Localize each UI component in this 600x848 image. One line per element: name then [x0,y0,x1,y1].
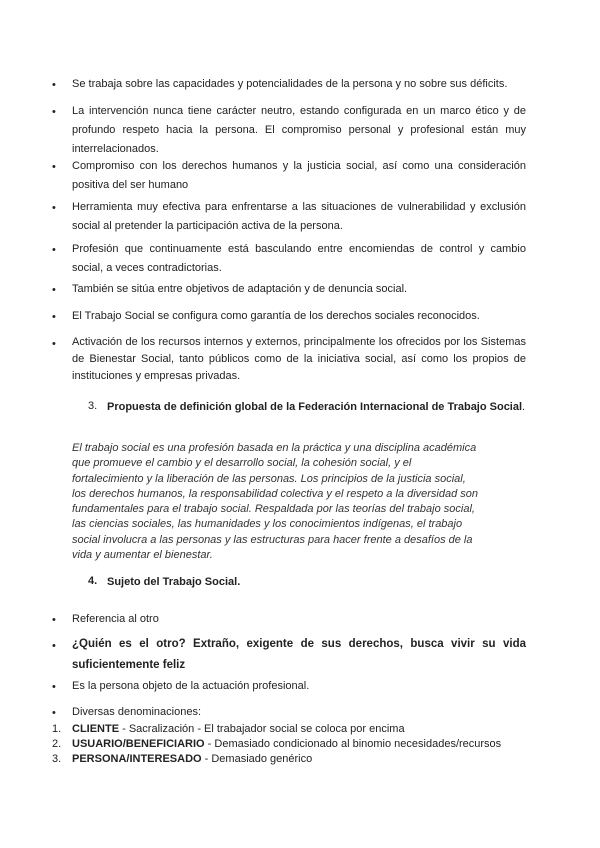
bullet-text: Se trabaja sobre las capacidades y potencialidades de la persona y no sobre sus déficits. [72,78,508,90]
list-desc: - Sacralización - El trabajador social se coloca por encima [119,723,405,735]
bullet-text: Es la persona objeto de la actuación profesional. [72,680,310,692]
bullet-text: Diversas denominaciones: [72,706,202,718]
bullet-icon: • [52,640,56,652]
list-item [72,753,312,765]
bullet-text: También se sitúa entre objetivos de adaptación y de denuncia social. [72,283,408,295]
bullet-text: Compromiso con los derechos humanos y la justicia social, así como una consideración positiva del ser humano [72,160,526,191]
section-number: 3. [88,400,98,412]
section-heading [107,400,526,415]
bullet-icon: • [52,681,56,693]
bullet-icon: • [52,79,56,91]
bullet-icon: • [52,311,56,323]
list-item [72,723,405,735]
bullet-icon: • [52,202,56,214]
list-term: PERSONA/INTERESADO [72,753,202,765]
list-number: 1. [52,723,62,735]
bullet-text: Profesión que continuamente está basculando entre encomiendas de control y cambio social, a veces contradictorias. [72,243,526,274]
section-heading: Sujeto del Trabajo Social. [107,576,241,588]
list-desc: - Demasiado condicionado al binomio necesidades/recursos [204,738,502,750]
section-heading-text: Propuesta de definición global de la Federación Internacional de Trabajo Social [107,401,523,413]
bullet-text: Activación de los recursos internos y externos, principalmente los ofrecidos por los Sistemas de Bienestar Social, tanto públicos como de la iniciativa social, así como los propios de instituciones y empresas privadas. [72,336,526,382]
section-number [88,575,97,587]
bullet-icon: • [52,614,56,626]
bullet-text: ¿Quién es el otro? Extraño, exigente de sus derechos, busca vivir su vida suficientemente feliz [72,638,526,671]
bullet-icon: • [52,284,56,296]
list-item [72,738,501,750]
bullet-icon: • [52,244,56,256]
section-heading-period: . [522,401,526,413]
list-term: USUARIO/BENEFICIARIO [72,738,205,750]
bullet-icon: • [52,338,56,350]
list-term: CLIENTE [72,723,120,735]
bullet-text: La intervención nunca tiene carácter neutro, estando configurada en un marco ético y de profundo respeto hacia la persona. El compromiso personal y profesional están muy interrelacionados. [72,105,526,155]
bullet-icon: • [52,161,56,173]
bullet-text: El Trabajo Social se configura como garantía de los derechos sociales reconocidos. [72,310,480,322]
list-number: 2. [52,738,62,750]
list-number: 3. [52,753,62,765]
list-desc: - Demasiado genérico [201,753,313,765]
bullet-text: Herramienta muy efectiva para enfrentarse a las situaciones de vulnerabilidad y exclusión social al pretender la participación activa de la persona. [72,201,526,232]
bullet-icon: • [52,106,56,118]
definition-quote: El trabajo social es una profesión basada en la práctica y una disciplina académica que promueve el cambio y el desarrollo social, la cohesión social, y el fortalecimiento y la liberación de las personas. Los principios de la justicia social, los derechos humanos, la responsabilidad colectiva y el respeto a la diversidad son fundamentales para el trabajo social. Respaldada por las teorías del trabajo social, las ciencias sociales, las humanidades y los conocimientos indígenas, el trabajo social involucra a las personas y las estructuras para hacer frente a desafíos de la vida y aumentar el bienestar. [72,442,479,562]
bullet-text: Referencia al otro [72,613,159,625]
section-number-text: 4. [88,575,98,587]
bullet-icon: • [52,707,56,719]
